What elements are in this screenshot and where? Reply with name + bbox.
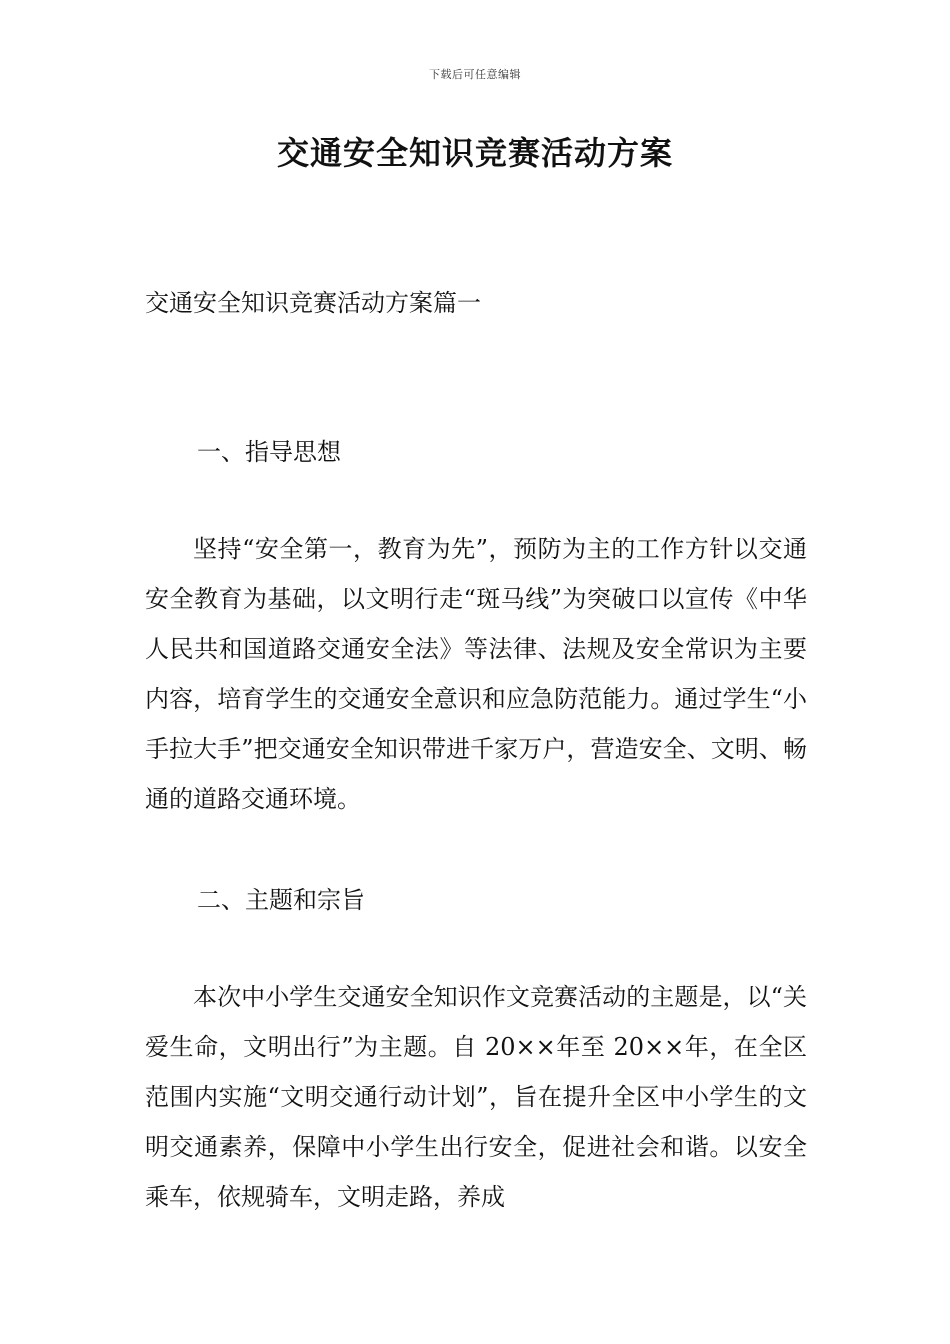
document-title: 交通安全知识竞赛活动方案 xyxy=(276,134,673,172)
document-subtitle: 交通安全知识竞赛活动方案篇一 xyxy=(145,289,481,317)
section-paragraph-theme-purpose: 本次中小学生交通安全知识作文竞赛活动的主题是，以“关爱生命，文明出行”为主题。自 20××年至 20××年，在全区范围内实施“文明交通行动计划”，旨在提升全区中小学生的文明交通素养，保障中小学生出行安全，促进社会和谐。以安全乘车，依规骑车，文明走路，养成 xyxy=(145,983,807,1211)
header-note: 下载后可任意编辑 xyxy=(429,68,521,81)
section-heading-theme-purpose: 二、主题和宗旨 xyxy=(197,886,365,914)
section-paragraph-guiding-ideology: 坚持“安全第一，教育为先”，预防为主的工作方针以交通安全教育为基础，以文明行走“斑马线”为突破口以宣传《中华人民共和国道路交通安全法》等法律、法规及安全常识为主要内容，培育学生的交通安全意识和应急防范能力。通过学生“小手拉大手”把交通安全知识带进千家万户，营造安全、文明、畅通的道路交通环境。 xyxy=(145,535,807,813)
section-heading-guiding-ideology: 一、指导思想 xyxy=(197,438,341,466)
